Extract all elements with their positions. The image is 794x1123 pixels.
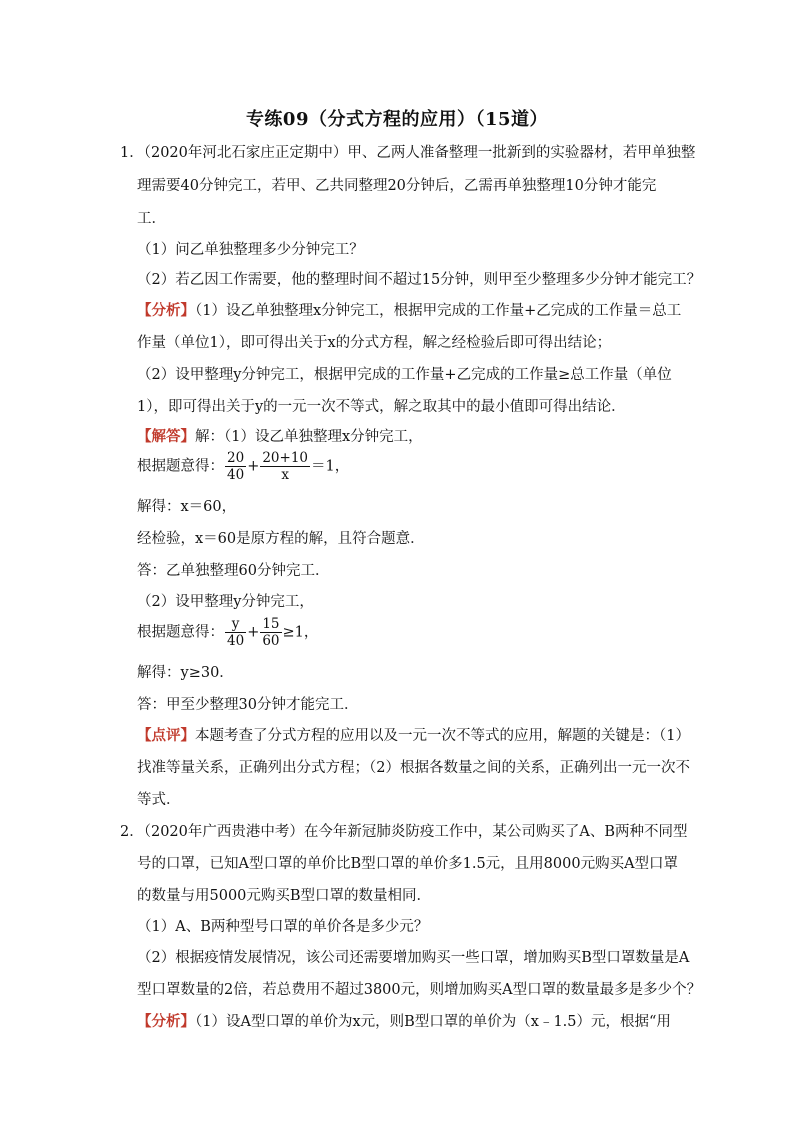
q1-subquestion-1: （1）问乙单独整理多少分钟完工？	[137, 242, 364, 258]
fraction-numerator: 15	[262, 616, 280, 632]
fraction-15-60	[260, 616, 281, 649]
q1-solution-1: 解得：x＝60，	[137, 499, 237, 515]
q2-stem-line-1: 2．（2020年广西贵港中考）在今年新冠肺炎防疫工作中，某公司购买了A、B两种不同型	[120, 824, 688, 840]
fraction-20-40	[225, 450, 246, 483]
q1-comment-line-1	[137, 726, 690, 746]
q1-analysis-line-3: （2）设甲整理y分钟完工，根据甲完成的工作量+乙完成的工作量≥总工作量（单位	[137, 367, 672, 383]
q1-solution-2: 解得：y≥30．	[137, 665, 234, 681]
comment-tag: 【点评】	[137, 727, 195, 744]
q1-stem-line-3: 工．	[137, 211, 166, 227]
q1-analysis-line-2: 作量（单位1），即可得出关于x的分式方程，解之经检验后即可得出结论；	[137, 335, 612, 351]
fraction-numerator: 20	[227, 450, 245, 466]
equation-prefix: 根据题意得：	[137, 458, 224, 475]
q1-part-2: （2）设甲整理y分钟完工，	[137, 594, 314, 610]
equation-prefix: 根据题意得：	[137, 624, 224, 641]
fraction-numerator: 20+10	[262, 450, 309, 466]
equation-suffix: ＝1，	[311, 458, 350, 475]
q1-analysis-line-1	[137, 301, 681, 321]
fraction-denominator: x	[281, 467, 289, 483]
q2-stem-line-2: 号的口罩，已知A型口罩的单价比B型口罩的单价多1.5元，且用8000元购买A型口罩	[137, 856, 679, 872]
q1-answer-1: 答：乙单独整理60分钟完工．	[137, 563, 330, 579]
q1-comment-line-2: 找准等量关系，正确列出分式方程；（2）根据各数量之间的关系，正确列出一元一次不	[137, 760, 690, 776]
page-title: 专练09（分式方程的应用）（15道）	[245, 109, 549, 130]
plus-sign: +	[247, 458, 260, 475]
fraction-denominator: 40	[227, 467, 245, 483]
q2-subquestion-2-line-2: 型口罩数量的2倍，若总费用不超过3800元，则增加购买A型口罩的数量最多是多少个？	[137, 982, 702, 998]
q1-subquestion-2: （2）若乙因工作需要，他的整理时间不超过15分钟，则甲至少整理多少分钟才能完工？	[137, 272, 702, 288]
q2-stem-line-3: 的数量与用5000元购买B型口罩的数量相同．	[137, 888, 432, 904]
q1-answer-2: 答：甲至少整理30分钟才能完工．	[137, 697, 359, 713]
equation-suffix: ≥1，	[282, 624, 319, 641]
answer-tag: 【解答】	[137, 428, 195, 445]
q1-check-1: 经检验，x＝60是原方程的解，且符合题意．	[137, 531, 425, 547]
q1-stem-line-2: 理需要40分钟完工，若甲、乙共同整理20分钟后，乙需再单独整理10分钟才能完	[137, 178, 657, 194]
q1-equation-2	[137, 616, 318, 656]
analysis-tag: 【分析】	[137, 302, 195, 319]
comment-text: 本题考查了分式方程的应用以及一元一次不等式的应用，解题的关键是：（1）	[195, 728, 690, 744]
q2-subquestion-1: （1）A、B两种型号口罩的单价各是多少元？	[137, 919, 429, 935]
q1-analysis-line-4: 1），即可得出关于y的一元一次不等式，解之取其中的最小值即可得出结论．	[137, 399, 626, 415]
q1-stem-line-1: 1．（2020年河北石家庄正定期中）甲、乙两人准备整理一批新到的实验器材，若甲单独整	[120, 145, 696, 161]
q1-equation-1	[137, 450, 349, 490]
fraction-denominator: 60	[262, 633, 280, 649]
analysis-text: （1）设A型口罩的单价为x元，则B型口罩的单价为（x﹣1.5）元，根据“用	[195, 1014, 671, 1030]
q2-subquestion-2-line-1: （2）根据疫情发展情况，该公司还需要增加购买一些口罩，增加购买B型口罩数量是A	[137, 950, 690, 966]
fraction-y-40	[225, 616, 246, 649]
analysis-tag: 【分析】	[137, 1013, 195, 1030]
q1-comment-line-3: 等式．	[137, 792, 181, 808]
answer-intro-text: 解：（1）设乙单独整理x分钟完工，	[195, 429, 423, 445]
q2-analysis-line-1	[137, 1012, 671, 1032]
fraction-denominator: 40	[227, 633, 245, 649]
analysis-text: （1）设乙单独整理x分钟完工，根据甲完成的工作量+乙完成的工作量＝总工	[195, 303, 682, 319]
fraction-30-x	[260, 450, 310, 483]
q1-answer-intro	[137, 427, 423, 447]
plus-sign: +	[247, 624, 260, 641]
fraction-numerator: y	[225, 616, 246, 633]
